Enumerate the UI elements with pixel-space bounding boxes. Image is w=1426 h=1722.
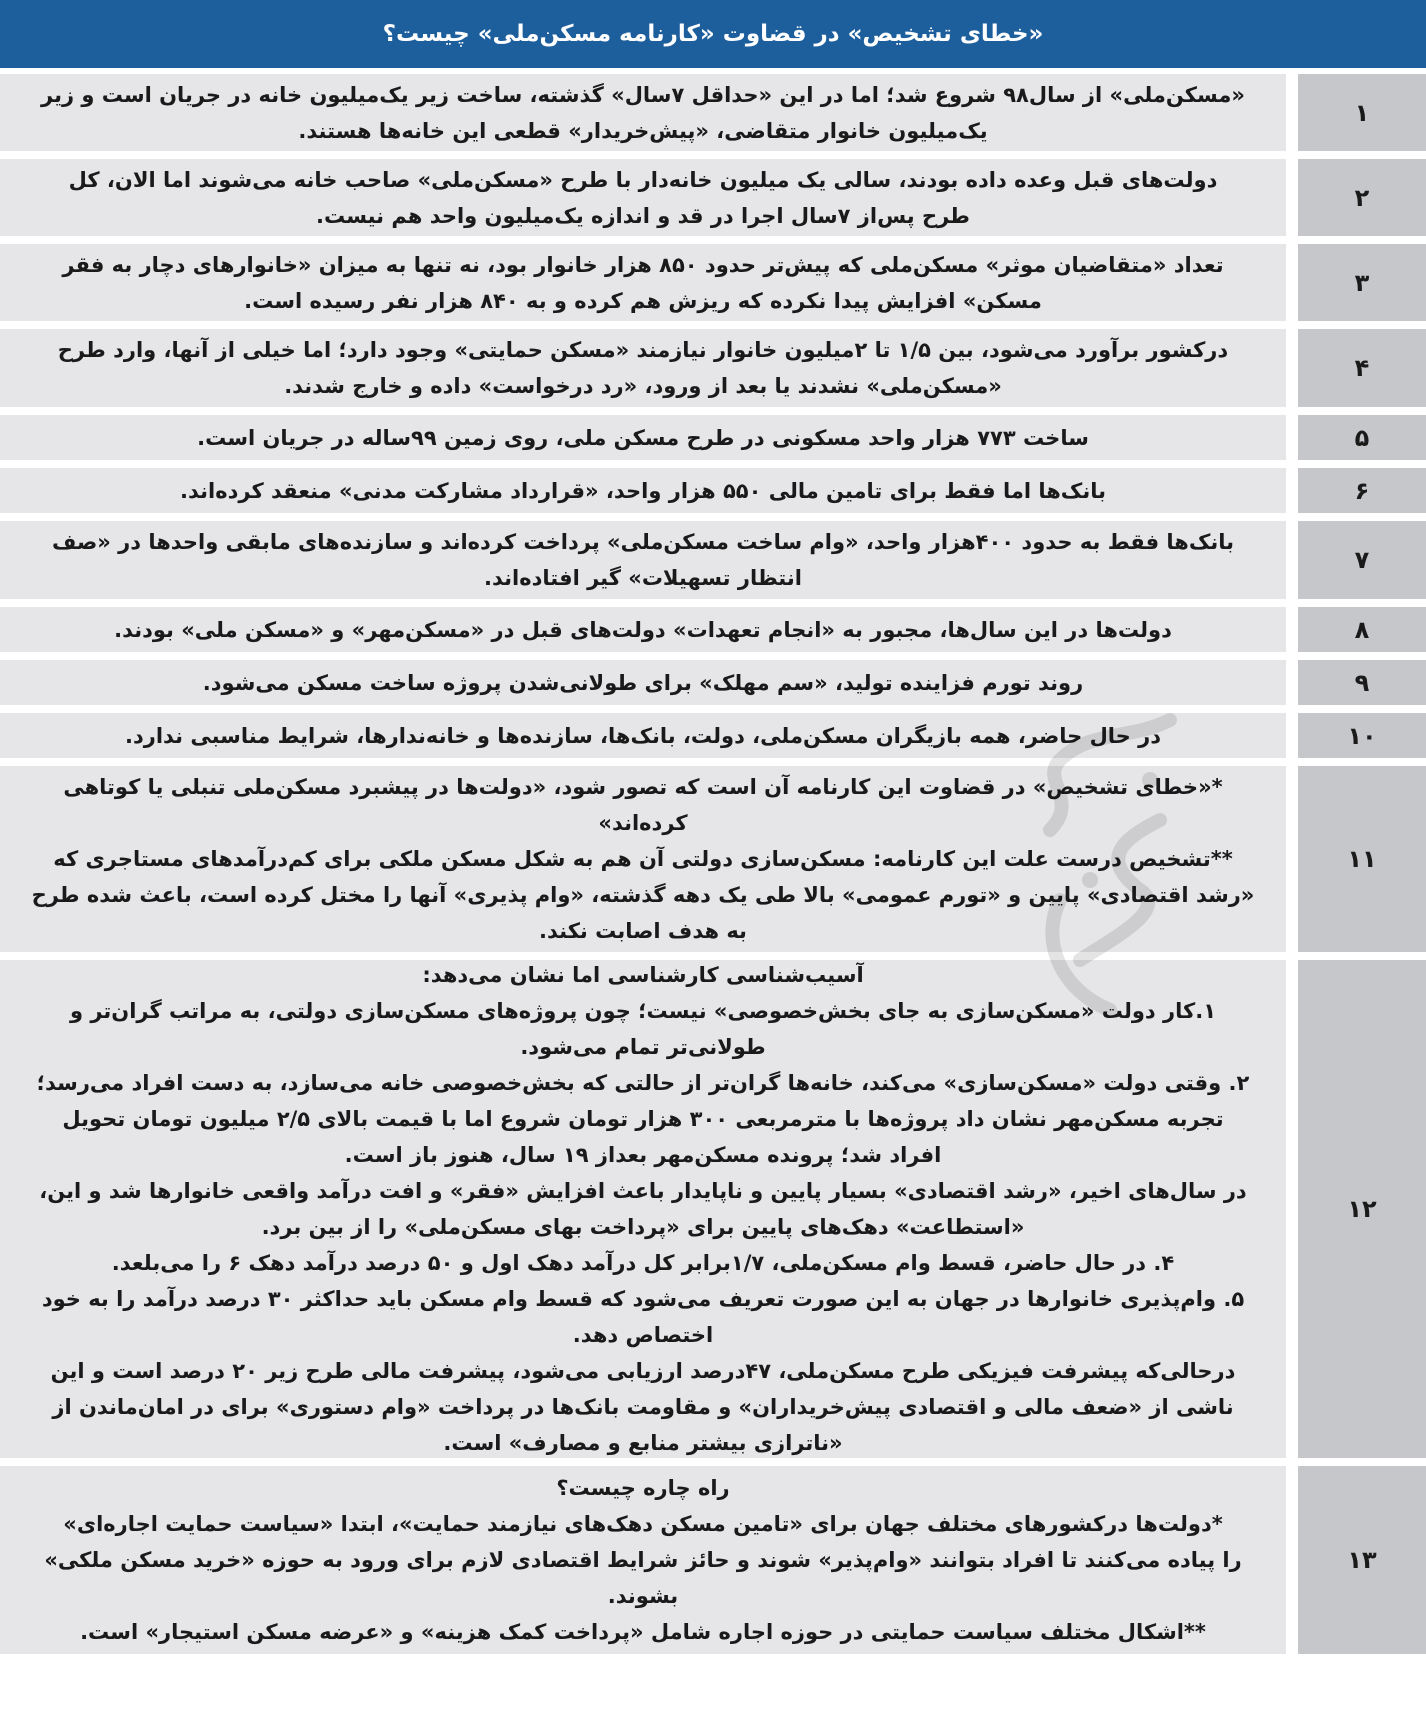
row-text-cell	[0, 766, 1286, 952]
row-number-cell	[1298, 329, 1426, 407]
row-number: ۵	[1354, 423, 1370, 452]
table-row	[0, 415, 1426, 460]
row-number: ۱۲	[1347, 1195, 1377, 1223]
table-row	[0, 159, 1426, 236]
row-number: ۱۳	[1347, 1546, 1377, 1574]
table-row	[0, 713, 1426, 758]
row-number-cell	[1298, 960, 1426, 1458]
row-number: ۶	[1354, 476, 1370, 505]
row-number-cell	[1298, 415, 1426, 460]
row-text: *«خطای تشخیص» در قضاوت این کارنامه آن است که تصور شود، «دولت‌ها در پیشبرد مسکن‌ملی تنبلی یا کوتاهی کرده‌اند» **تشخیص درست علت این کارنامه: مسکن‌سازی دولتی آن هم به شکل مسکن ملکی برای کم‌درآمدهای مستاجری که «رشد اقتصادی» پایین و «تورم عمومی» بالا طی یک دهه گذشته، «وام پذیری» آنها را مختل کرده است، باعث شده طرح به هدف اصابت نکند.	[31, 775, 1255, 943]
row-number: ۲	[1354, 183, 1370, 212]
page-title: «خطای تشخیص» در قضاوت «کارنامه مسکن‌ملی» چیست؟	[382, 21, 1044, 47]
table-row	[0, 521, 1426, 599]
row-text-cell	[0, 607, 1286, 652]
row-number: ۴	[1354, 354, 1370, 382]
row-number-cell	[1298, 468, 1426, 513]
row-text: آسیب‌شناسی کارشناسی اما نشان می‌دهد: ۱.کار دولت «مسکن‌سازی به جای بخش‌خصوصی» نیست؛ چون پروژه‌های مسکن‌سازی دولتی، به مراتب گران‌تر و طولانی‌تر تمام می‌شود. ۲. وقتی دولت «مسکن‌سازی» می‌کند، خانه‌ها گران‌تر از حالتی که بخش‌خصوصی خانه می‌سازد، به دست افراد می‌رسد؛ تجربه مسکن‌مهر نشان داد پروژه‌ها با مترمربعی ۳۰۰ هزار تومان شروع اما با قیمت بالای ۲/۵ میلیون تومان تحویل افراد شد؛ پرونده مسکن‌مهر بعداز ۱۹ سال، هنوز باز است. در سال‌های اخیر، «رشد اقتصادی» بسیار پایین و ناپایدار باعث افزایش «فقر» و افت درآمد واقعی خانوارها شد و این، «استطاعت» دهک‌های پایین برای «پرداخت بهای مسکن‌ملی» را از بین برد. ۴. در حال حاضر، قسط وام مسکن‌ملی، ۱/۷برابر کل درآمد دهک اول و ۵۰ درصد درآمد دهک ۶ را می‌بلعد. ۵. وام‌پذیری خانوارها در جهان به این صورت تعریف می‌شود که قسط وام مسکن باید حداکثر ۳۰ درصد درآمد را به خود اختصاص دهد. درحالی‌که پیشرفت فیزیکی طرح مسکن‌ملی، ۴۷درصد ارزیابی می‌شود، پیشرفت مالی طرح زیر ۲۰ درصد است و این ناشی از «ضعف مالی و اقتصادی پیش‌خریداران» و مقاومت بانک‌ها در پرداخت «وام دستوری» برای در امان‌ماندن از «ناترازی بیشتر منابع و مصارف» است.	[36, 963, 1250, 1455]
table-row	[0, 960, 1426, 1458]
row-number-cell	[1298, 74, 1426, 151]
row-text: درکشور برآورد می‌شود، بین ۱/۵ تا ۲میلیون خانوار نیازمند «مسکن حمایتی» وجود دارد؛ اما خیلی از آنها، وارد طرح «مسکن‌ملی» نشدند یا بعد از ورود، «رد درخواست» داده و خارج شدند.	[57, 338, 1229, 398]
row-text: دولت‌های قبل وعده داده بودند، سالی یک میلیون خانه‌دار با طرح «مسکن‌ملی» صاحب خانه می‌شوند اما الان، کل طرح پس‌از ۷سال اجرا در قد و اندازه یک‌میلیون واحد هم نیست.	[68, 167, 1218, 228]
row-text: راه چاره چیست؟ *دولت‌ها درکشورهای مختلف جهان برای «تامین مسکن دهک‌های نیازمند حمایت»، ابتدا «سیاست حمایت اجاره‌ای» را پیاده می‌کنند تا افراد بتوانند «وام‌پذیر» شوند و حائز شرایط اقتصادی لازم برای ورود به حوزه «خرید مسکن ملکی» بشوند. **اشکال مختلف سیاست حمایتی در حوزه اجاره شامل «پرداخت کمک هزینه» و «عرضه مسکن استیجار» است.	[44, 1476, 1242, 1644]
row-text-cell	[0, 713, 1286, 758]
table-row	[0, 766, 1426, 952]
row-number: ۷	[1354, 546, 1370, 574]
row-text: بانک‌ها فقط به حدود ۴۰۰هزار واحد، «وام ساخت مسکن‌ملی» پرداخت کرده‌اند و سازنده‌های مابقی واحدها در «صف انتظار تسهیلات» گیر افتاده‌اند.	[51, 530, 1235, 590]
row-number-cell	[1298, 159, 1426, 236]
row-text-cell	[0, 660, 1286, 705]
row-text-cell	[0, 960, 1286, 1458]
row-text: در حال حاضر، همه بازیگران مسکن‌ملی، دولت، بانک‌ها، سازنده‌ها و خانه‌ندارها، شرایط مناسبی ندارد.	[125, 723, 1161, 748]
row-number-cell	[1298, 521, 1426, 599]
row-text: «مسکن‌ملی» از سال۹۸ شروع شد؛ اما در این «حداقل ۷سال» گذشته، ساخت زیر یک‌میلیون خانه در جریان است و زیر یک‌میلیون خانوار متقاضی، «پیش‌خریدار» قطعی این خانه‌ها هستند.	[41, 82, 1245, 143]
row-text-cell	[0, 244, 1286, 321]
row-text: روند تورم فزاینده تولید، «سم مهلک» برای طولانی‌شدن پروژه ساخت مسکن می‌شود.	[202, 670, 1084, 695]
row-text-cell	[0, 1466, 1286, 1654]
row-number-cell	[1298, 713, 1426, 758]
row-text: دولت‌ها در این سال‌ها، مجبور به «انجام تعهدات» دولت‌های قبل در «مسکن‌مهر» و «مسکن ملی» بودند.	[114, 617, 1172, 642]
row-number: ۱	[1354, 98, 1370, 127]
row-text-cell	[0, 415, 1286, 460]
row-number-cell	[1298, 244, 1426, 321]
table-row	[0, 660, 1426, 705]
row-number: ۱۱	[1347, 845, 1377, 873]
table-row	[0, 607, 1426, 652]
row-text-cell	[0, 521, 1286, 599]
row-number-cell	[1298, 766, 1426, 952]
row-text-cell	[0, 159, 1286, 236]
row-number-cell	[1298, 660, 1426, 705]
row-number: ۸	[1354, 615, 1370, 644]
table-row	[0, 244, 1426, 321]
table-row	[0, 74, 1426, 151]
row-number-cell	[1298, 607, 1426, 652]
row-text-cell	[0, 468, 1286, 513]
row-text-cell	[0, 74, 1286, 151]
findings-table	[0, 74, 1426, 1662]
row-text: ساخت ۷۷۳ هزار واحد مسکونی در طرح مسکن ملی، روی زمین ۹۹ساله در جریان است.	[197, 425, 1089, 450]
row-text-cell	[0, 329, 1286, 407]
row-number: ۹	[1354, 668, 1370, 697]
table-row	[0, 468, 1426, 513]
table-row	[0, 1466, 1426, 1654]
row-number: ۳	[1354, 268, 1370, 297]
row-text: تعداد «متقاضیان موثر» مسکن‌ملی که پیش‌تر حدود ۸۵۰ هزار خانوار بود، نه تنها به میزان «خانوارهای دچار به فقر مسکن» افزایش پیدا نکرده که ریزش هم کرده و به ۸۴۰ هزار نفر رسیده است.	[62, 252, 1224, 313]
row-number-cell	[1298, 1466, 1426, 1654]
row-number: ۱۰	[1347, 721, 1377, 750]
title-banner	[0, 0, 1426, 68]
table-row	[0, 329, 1426, 407]
row-text: بانک‌ها اما فقط برای تامین مالی ۵۵۰ هزار واحد، «قرارداد مشارکت مدنی» منعقد کرده‌اند.	[180, 478, 1106, 503]
